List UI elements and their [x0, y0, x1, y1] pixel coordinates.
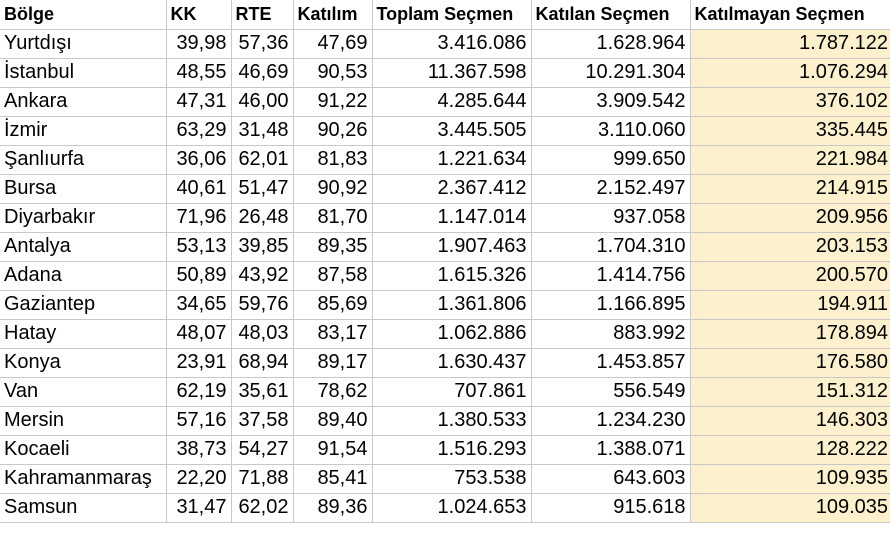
cell-total-voters[interactable]: 1.907.463 — [372, 232, 531, 261]
cell-not-voted[interactable]: 209.956 — [690, 203, 890, 232]
cell-rte[interactable]: 48,03 — [231, 319, 293, 348]
cell-voted[interactable]: 1.166.895 — [531, 290, 690, 319]
cell-region[interactable]: Bursa — [0, 174, 166, 203]
cell-region[interactable]: Kahramanmaraş — [0, 464, 166, 493]
cell-voted[interactable]: 643.603 — [531, 464, 690, 493]
cell-voted[interactable]: 1.234.230 — [531, 406, 690, 435]
cell-rte[interactable]: 62,02 — [231, 493, 293, 522]
cell-kk[interactable]: 47,31 — [166, 87, 231, 116]
cell-not-voted[interactable]: 128.222 — [690, 435, 890, 464]
cell-turnout[interactable]: 90,26 — [293, 116, 372, 145]
cell-not-voted[interactable]: 146.303 — [690, 406, 890, 435]
cell-voted[interactable]: 883.992 — [531, 319, 690, 348]
table-row — [0, 174, 890, 203]
cell-rte[interactable]: 31,48 — [231, 116, 293, 145]
cell-turnout[interactable]: 85,41 — [293, 464, 372, 493]
header-cell-turnout[interactable]: Katılım — [293, 0, 372, 29]
header-cell-rte[interactable]: RTE — [231, 0, 293, 29]
cell-rte[interactable]: 54,27 — [231, 435, 293, 464]
cell-turnout[interactable]: 89,36 — [293, 493, 372, 522]
cell-total-voters[interactable]: 3.416.086 — [372, 29, 531, 58]
cell-rte[interactable]: 62,01 — [231, 145, 293, 174]
cell-voted[interactable]: 1.414.756 — [531, 261, 690, 290]
table-row — [0, 145, 890, 174]
cell-not-voted[interactable]: 200.570 — [690, 261, 890, 290]
cell-voted[interactable]: 1.453.857 — [531, 348, 690, 377]
cell-total-voters[interactable]: 1.361.806 — [372, 290, 531, 319]
cell-rte[interactable]: 43,92 — [231, 261, 293, 290]
cell-total-voters[interactable]: 1.615.326 — [372, 261, 531, 290]
header-cell-not-voted[interactable]: Katılmayan Seçmen — [690, 0, 890, 29]
cell-region[interactable]: Konya — [0, 348, 166, 377]
cell-not-voted[interactable]: 335.445 — [690, 116, 890, 145]
cell-turnout[interactable]: 89,17 — [293, 348, 372, 377]
cell-not-voted[interactable]: 1.787.122 — [690, 29, 890, 58]
cell-kk[interactable]: 62,19 — [166, 377, 231, 406]
cell-kk[interactable]: 48,55 — [166, 58, 231, 87]
cell-region[interactable]: Diyarbakır — [0, 203, 166, 232]
cell-voted[interactable]: 2.152.497 — [531, 174, 690, 203]
cell-total-voters[interactable]: 1.221.634 — [372, 145, 531, 174]
cell-turnout[interactable]: 47,69 — [293, 29, 372, 58]
table-row — [0, 29, 890, 58]
cell-not-voted[interactable]: 176.580 — [690, 348, 890, 377]
cell-voted[interactable]: 1.628.964 — [531, 29, 690, 58]
cell-kk[interactable]: 50,89 — [166, 261, 231, 290]
cell-kk[interactable]: 53,13 — [166, 232, 231, 261]
cell-kk[interactable]: 71,96 — [166, 203, 231, 232]
cell-region[interactable]: Adana — [0, 261, 166, 290]
cell-rte[interactable]: 37,58 — [231, 406, 293, 435]
table-row — [0, 348, 890, 377]
table-row — [0, 261, 890, 290]
cell-turnout[interactable]: 81,70 — [293, 203, 372, 232]
cell-not-voted[interactable]: 221.984 — [690, 145, 890, 174]
header-cell-total-voters[interactable]: Toplam Seçmen — [372, 0, 531, 29]
table-row — [0, 203, 890, 232]
table-row — [0, 290, 890, 319]
cell-rte[interactable]: 68,94 — [231, 348, 293, 377]
cell-not-voted[interactable]: 109.935 — [690, 464, 890, 493]
cell-turnout[interactable]: 78,62 — [293, 377, 372, 406]
cell-total-voters[interactable]: 1.380.533 — [372, 406, 531, 435]
cell-total-voters[interactable]: 1.062.886 — [372, 319, 531, 348]
cell-turnout[interactable]: 81,83 — [293, 145, 372, 174]
cell-turnout[interactable]: 90,53 — [293, 58, 372, 87]
cell-not-voted[interactable]: 376.102 — [690, 87, 890, 116]
cell-turnout[interactable]: 89,35 — [293, 232, 372, 261]
header-cell-voted[interactable]: Katılan Seçmen — [531, 0, 690, 29]
cell-turnout[interactable]: 87,58 — [293, 261, 372, 290]
cell-not-voted[interactable]: 203.153 — [690, 232, 890, 261]
cell-kk[interactable]: 31,47 — [166, 493, 231, 522]
cell-turnout[interactable]: 83,17 — [293, 319, 372, 348]
table-row — [0, 232, 890, 261]
header-cell-region[interactable]: Bölge — [0, 0, 166, 29]
cell-kk[interactable]: 63,29 — [166, 116, 231, 145]
cell-kk[interactable]: 23,91 — [166, 348, 231, 377]
cell-not-voted[interactable]: 194.911 — [690, 290, 890, 319]
cell-region[interactable]: Van — [0, 377, 166, 406]
cell-rte[interactable]: 26,48 — [231, 203, 293, 232]
cell-kk[interactable]: 40,61 — [166, 174, 231, 203]
cell-region[interactable]: Samsun — [0, 493, 166, 522]
table-body — [0, 29, 890, 522]
cell-voted[interactable]: 3.909.542 — [531, 87, 690, 116]
cell-region[interactable]: İzmir — [0, 116, 166, 145]
table-row — [0, 319, 890, 348]
table-row — [0, 493, 890, 522]
cell-region[interactable]: Şanlıurfa — [0, 145, 166, 174]
cell-region[interactable]: İstanbul — [0, 58, 166, 87]
cell-voted[interactable]: 999.650 — [531, 145, 690, 174]
table-row — [0, 406, 890, 435]
cell-region[interactable]: Ankara — [0, 87, 166, 116]
cell-total-voters[interactable]: 11.367.598 — [372, 58, 531, 87]
cell-not-voted[interactable]: 178.894 — [690, 319, 890, 348]
cell-region[interactable]: Antalya — [0, 232, 166, 261]
cell-region[interactable]: Hatay — [0, 319, 166, 348]
cell-voted[interactable]: 915.618 — [531, 493, 690, 522]
table-row — [0, 87, 890, 116]
cell-kk[interactable]: 57,16 — [166, 406, 231, 435]
cell-total-voters[interactable]: 4.285.644 — [372, 87, 531, 116]
cell-voted[interactable]: 1.388.071 — [531, 435, 690, 464]
cell-not-voted[interactable]: 151.312 — [690, 377, 890, 406]
table-row — [0, 58, 890, 87]
cell-kk[interactable]: 22,20 — [166, 464, 231, 493]
table-row — [0, 377, 890, 406]
cell-turnout[interactable]: 89,40 — [293, 406, 372, 435]
cell-rte[interactable]: 46,00 — [231, 87, 293, 116]
cell-rte[interactable]: 57,36 — [231, 29, 293, 58]
cell-voted[interactable]: 556.549 — [531, 377, 690, 406]
cell-turnout[interactable]: 85,69 — [293, 290, 372, 319]
cell-kk[interactable]: 36,06 — [166, 145, 231, 174]
cell-rte[interactable]: 51,47 — [231, 174, 293, 203]
cell-total-voters[interactable]: 1.147.014 — [372, 203, 531, 232]
cell-total-voters[interactable]: 753.538 — [372, 464, 531, 493]
cell-not-voted[interactable]: 1.076.294 — [690, 58, 890, 87]
cell-rte[interactable]: 39,85 — [231, 232, 293, 261]
cell-total-voters[interactable]: 3.445.505 — [372, 116, 531, 145]
cell-total-voters[interactable]: 1.630.437 — [372, 348, 531, 377]
cell-region[interactable]: Kocaeli — [0, 435, 166, 464]
cell-voted[interactable]: 10.291.304 — [531, 58, 690, 87]
cell-rte[interactable]: 71,88 — [231, 464, 293, 493]
cell-region[interactable]: Gaziantep — [0, 290, 166, 319]
cell-voted[interactable]: 937.058 — [531, 203, 690, 232]
cell-kk[interactable]: 34,65 — [166, 290, 231, 319]
cell-region[interactable]: Yurtdışı — [0, 29, 166, 58]
table-row — [0, 116, 890, 145]
cell-total-voters[interactable]: 1.024.653 — [372, 493, 531, 522]
header-row — [0, 0, 890, 29]
cell-total-voters[interactable]: 2.367.412 — [372, 174, 531, 203]
cell-turnout[interactable]: 91,54 — [293, 435, 372, 464]
cell-rte[interactable]: 59,76 — [231, 290, 293, 319]
header-cell-kk[interactable]: KK — [166, 0, 231, 29]
cell-kk[interactable]: 39,98 — [166, 29, 231, 58]
cell-kk[interactable]: 48,07 — [166, 319, 231, 348]
cell-total-voters[interactable]: 1.516.293 — [372, 435, 531, 464]
cell-turnout[interactable]: 90,92 — [293, 174, 372, 203]
cell-rte[interactable]: 35,61 — [231, 377, 293, 406]
cell-total-voters[interactable]: 707.861 — [372, 377, 531, 406]
cell-rte[interactable]: 46,69 — [231, 58, 293, 87]
table-row — [0, 464, 890, 493]
table-row — [0, 435, 890, 464]
cell-voted[interactable]: 3.110.060 — [531, 116, 690, 145]
cell-turnout[interactable]: 91,22 — [293, 87, 372, 116]
cell-not-voted[interactable]: 109.035 — [690, 493, 890, 522]
cell-voted[interactable]: 1.704.310 — [531, 232, 690, 261]
cell-kk[interactable]: 38,73 — [166, 435, 231, 464]
cell-region[interactable]: Mersin — [0, 406, 166, 435]
cell-not-voted[interactable]: 214.915 — [690, 174, 890, 203]
